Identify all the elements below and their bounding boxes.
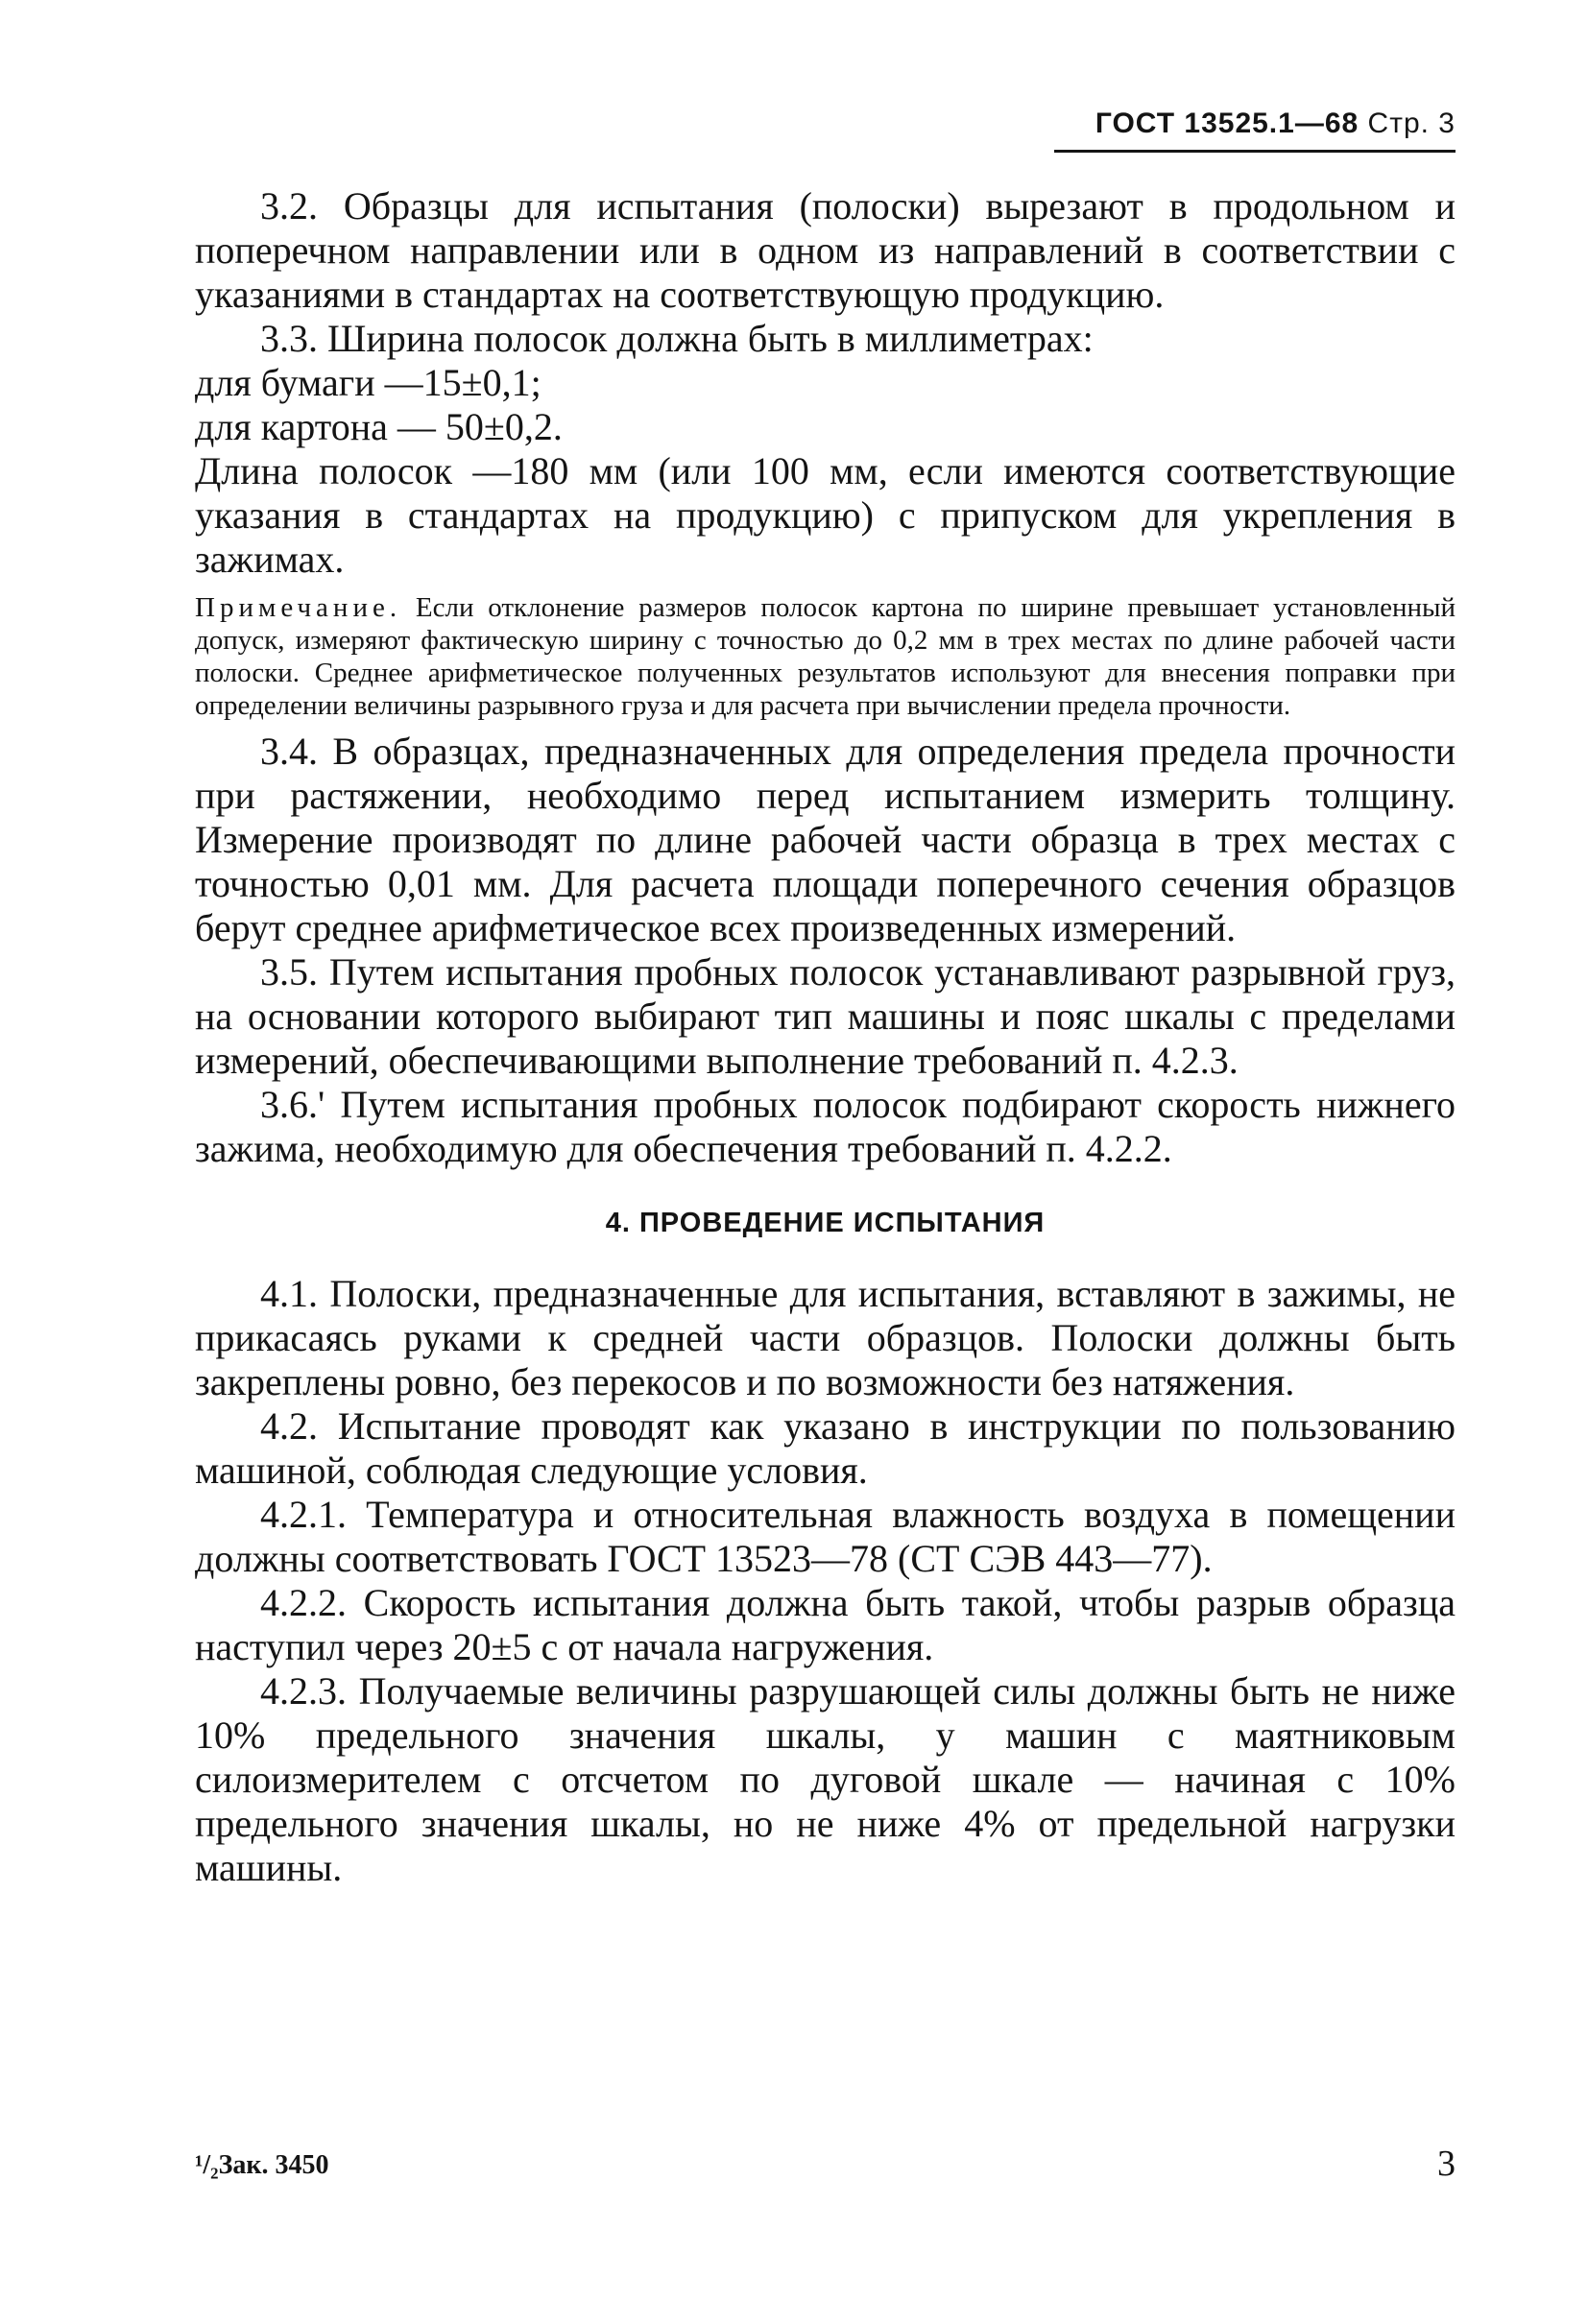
- page-label: Стр. 3: [1367, 108, 1456, 139]
- note: [195, 582, 1456, 730]
- strip-length: Длина полосок —180 мм (или 100 мм, если имеются соответствующие указания в стандартах на продукцию) с припуском для укрепления в зажимах.: [195, 449, 1456, 581]
- paragraph-3-2: 3.2. Образцы для испытания (полоски) вырезают в продольном и поперечном направлении или в одном из направлений в соответствии с указаниями в стандартах на соответствующую продукцию.: [195, 184, 1456, 316]
- paragraph-3-5: 3.5. Путем испытания пробных полосок устанавливают разрывной груз, на основании которого выбирают тип машины и пояс шкалы с пределами измерений, обеспечивающими выполнение требований п. 4.2.3.: [195, 950, 1456, 1082]
- paragraph-3-3: 3.3. Ширина полосок должна быть в миллиметрах:: [260, 317, 1094, 360]
- note-label: Примечание.: [195, 592, 402, 623]
- header-rule: [1054, 150, 1456, 153]
- paragraph-3-6: 3.6.' Путем испытания пробных полосок подбирают скорость нижнего зажима, необходимую для обеспечения требований п. 4.2.2.: [195, 1083, 1456, 1170]
- print-order-mark: ¹/₂Зак. 3450: [195, 2150, 329, 2180]
- page-number: 3: [1437, 2144, 1456, 2184]
- width-cardboard: для картона — 50±0,2.: [195, 405, 563, 448]
- paragraph-4-2-3: 4.2.3. Получаемые величины разрушающей силы должны быть не ниже 10% предельного значения шкалы, у машин с маятниковым силоизмерителем с отсчетом по дуговой шкале — начиная с 10% предельного значения шкалы, но не ниже 4% от предельной нагрузки машины.: [195, 1669, 1456, 1889]
- section-title: 4. ПРОВЕДЕНИЕ ИСПЫТАНИЯ: [605, 1208, 1046, 1238]
- note-text: Если отклонение размеров полосок картона по ширине превышает установленный допуск, измеряют фактическую ширину с точностью до 0,2 мм в трех местах по длине рабочей части полоски. Среднее арифметическое полученных результатов используют для внесения поправки при определении величины разрывного груза и для расчета при вычислении предела прочности.: [195, 592, 1456, 721]
- standard-code: ГОСТ 13525.1—68: [1095, 108, 1359, 139]
- paragraph-4-1: 4.1. Полоски, предназначенные для испытания, вставляют в зажимы, не прикасаясь руками к средней части образцов. Полоски должны быть закреплены ровно, без перекосов и по возможности без натяжения.: [195, 1272, 1456, 1403]
- paragraph-3-4: 3.4. В образцах, предназначенных для определения предела прочности при растяжении, необходимо перед испытанием измерить толщину. Измерение производят по длине рабочей части образца в трех местах с точностью 0,01 мм. Для расчета площади поперечного сечения образцов берут среднее арифметическое всех произведенных измерений.: [195, 730, 1456, 949]
- paragraph-4-2-2: 4.2.2. Скорость испытания должна быть такой, чтобы разрыв образца наступил через 20±5 с от начала нагружения.: [195, 1581, 1456, 1668]
- page-header: [1054, 108, 1456, 140]
- paragraph-4-2: 4.2. Испытание проводят как указано в инструкции по пользованию машиной, соблюдая следующие условия.: [195, 1404, 1456, 1492]
- document-body: [195, 184, 1456, 1890]
- width-paper: для бумаги —15±0,1;: [195, 361, 541, 404]
- paragraph-4-2-1: 4.2.1. Температура и относительная влажность воздуха в помещении должны соответствовать ГОСТ 13523—78 (СТ СЭВ 443—77).: [195, 1493, 1456, 1580]
